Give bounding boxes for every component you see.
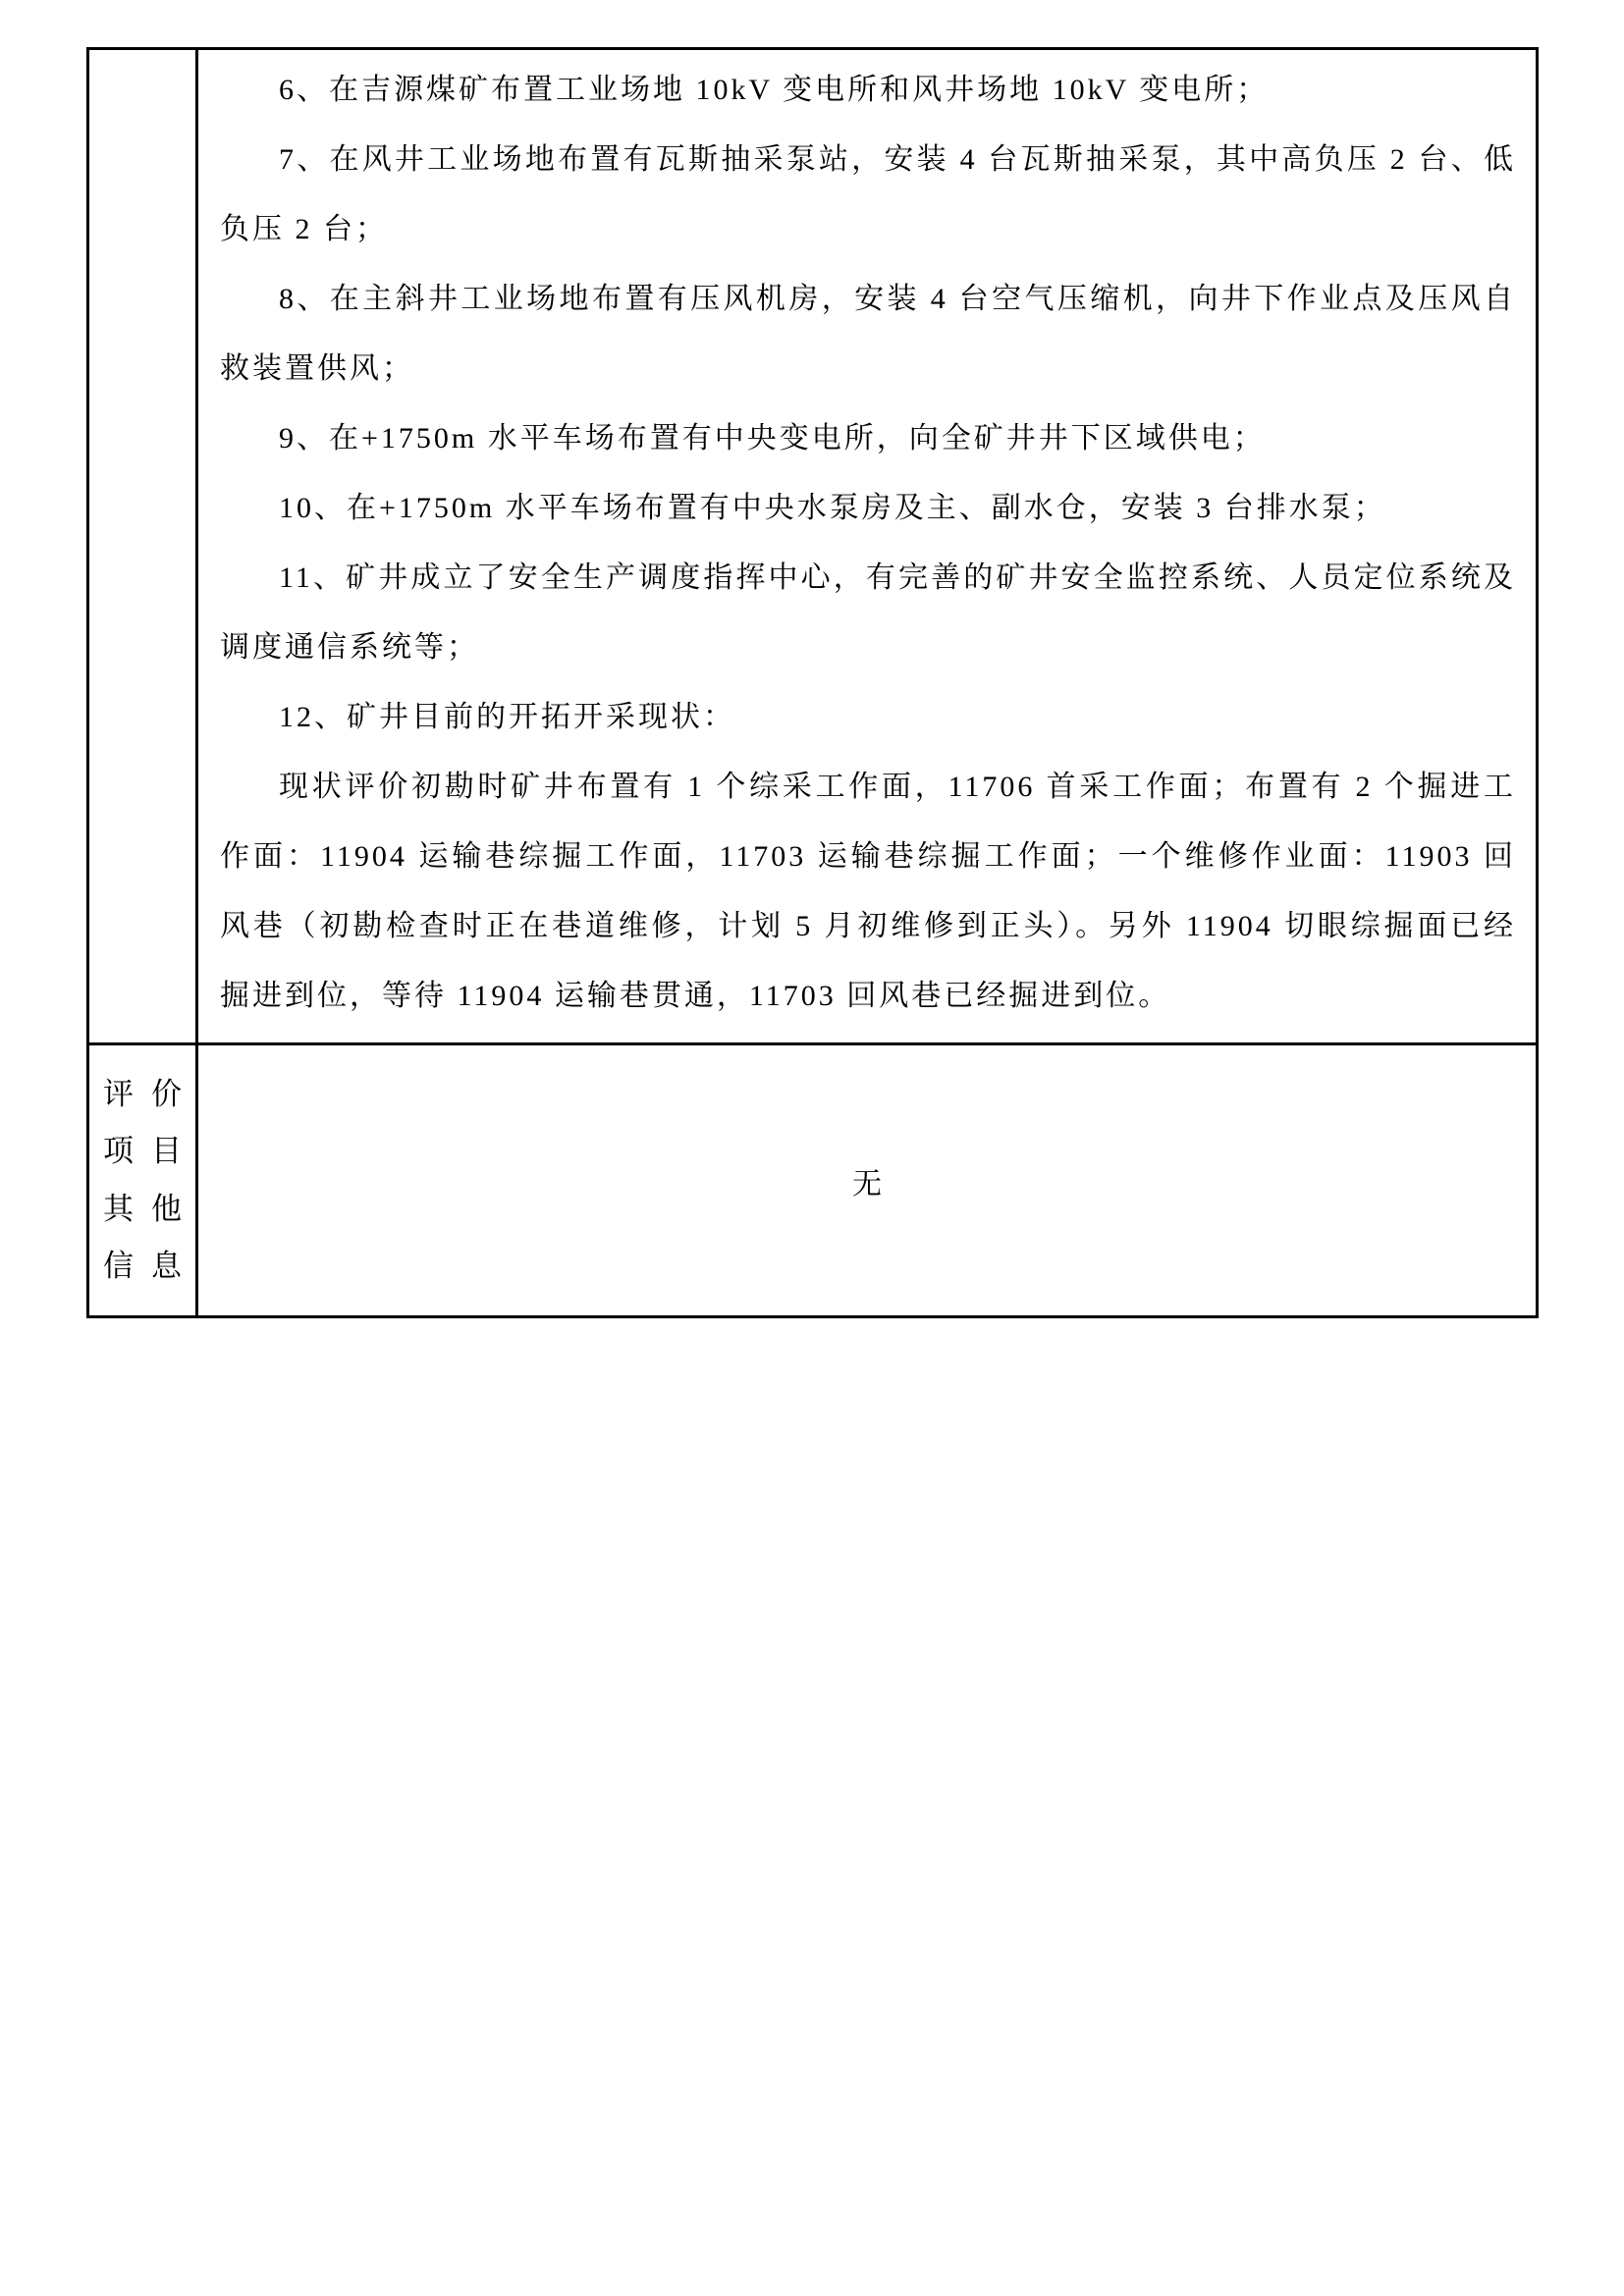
- other-info-label-char: 其: [103, 1191, 134, 1226]
- paragraph-item-11: 11、矿井成立了安全生产调度指挥中心，有完善的矿井安全监控系统、人员定位系统及调度通信系统等；: [220, 561, 1516, 664]
- document-table: [86, 47, 1539, 1318]
- other-info-label-char: 信: [103, 1249, 134, 1284]
- other-info-label-char: 评: [103, 1076, 134, 1111]
- paragraph-item-9: 9、在+1750m 水平车场布置有中央变电所，向全矿井井下区域供电；: [279, 422, 1266, 454]
- other-info-label-char: 价: [151, 1076, 182, 1111]
- other-info-header-cell: [89, 1045, 198, 1315]
- empty-side-cell: [89, 50, 198, 1045]
- paragraph-item-7: 7、在风井工业场地布置有瓦斯抽采泵站，安装 4 台瓦斯抽采泵，其中高负压 2 台、低负压 2 台；: [220, 143, 1516, 245]
- other-info-label-char: 项: [103, 1134, 134, 1169]
- paragraph-item-12: 12、矿井目前的开拓开采现状：: [279, 701, 735, 733]
- other-info-label-line: [89, 1078, 195, 1111]
- other-info-label-line: [89, 1135, 195, 1168]
- paragraph-item-6: 6、在吉源煤矿布置工业场地 10kV 变电所和风井场地 10kV 变电所；: [279, 74, 1270, 106]
- other-info-label-line: [89, 1193, 195, 1226]
- paragraph-item-10: 10、在+1750m 水平车场布置有中央水泵房及主、副水仓，安装 3 台排水泵；: [279, 492, 1386, 524]
- paragraph-item-8: 8、在主斜井工业场地布置有压风机房，安装 4 台空气压缩机，向井下作业点及压风自救装置供风；: [220, 283, 1516, 385]
- other-info-label-char: 目: [151, 1134, 182, 1169]
- other-info-value-cell: [198, 1045, 1536, 1315]
- other-info-label-char: 他: [151, 1191, 182, 1226]
- paragraph-current-status: 现状评价初勘时矿井布置有 1 个综采工作面，11706 首采工作面；布置有 2 个掘进工作面：11904 运输巷综掘工作面，11703 运输巷综掘工作面；一个维修作业面：11903 回风巷（初勘检查时正在巷道维修，计划 5 月初维修到正头）。另外 11904 切眼综掘面已经掘进到位，等待 11904 运输巷贯通，11703 回风巷已经掘进到位。: [220, 771, 1516, 1012]
- other-info-label-line: [89, 1250, 195, 1283]
- other-info-label-char: 息: [151, 1249, 182, 1284]
- other-info-value-text: 无: [852, 1167, 882, 1201]
- mine-status-content-cell: [198, 50, 1536, 1045]
